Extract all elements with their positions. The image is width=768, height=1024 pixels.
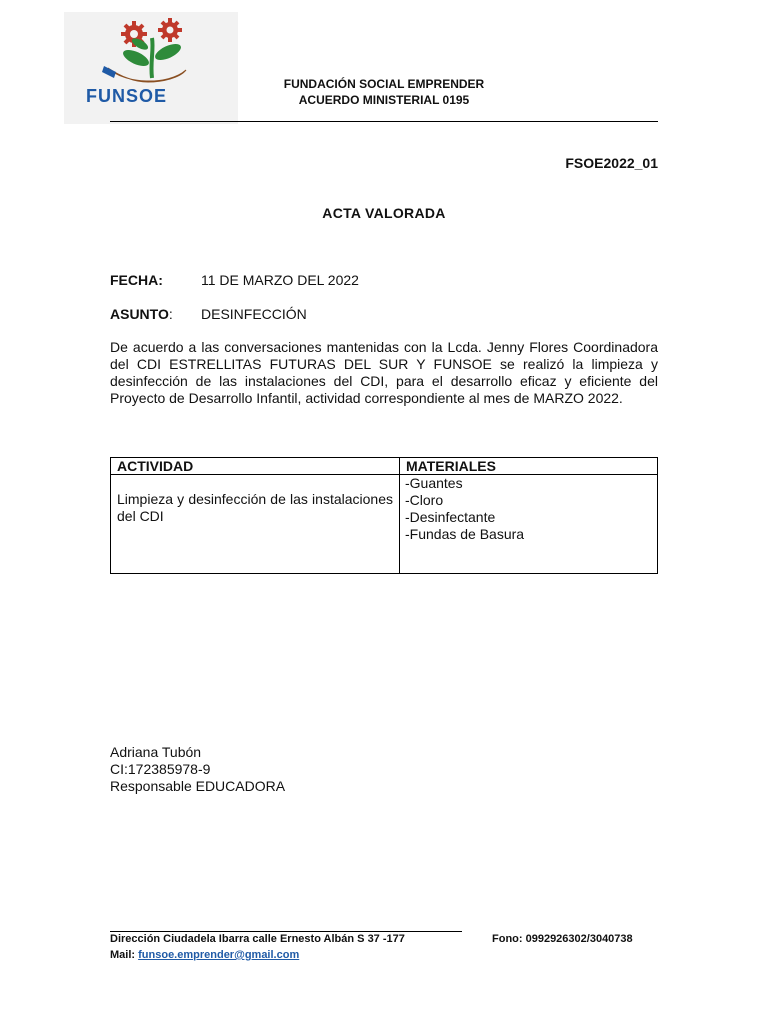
header-divider: [110, 121, 658, 122]
footer-mail-row: [110, 949, 299, 961]
material-item: -Cloro: [405, 492, 444, 508]
header-materiales: MATERIALES: [400, 458, 658, 475]
asunto-label-group: [110, 306, 201, 322]
footer-divider: [110, 931, 462, 932]
header: [250, 76, 518, 108]
footer-phone: Fono: 0992926302/3040738: [492, 933, 633, 945]
asunto-row: [110, 306, 307, 322]
asunto-colon: :: [168, 306, 173, 322]
material-item: -Fundas de Basura: [405, 526, 525, 542]
header-actividad: ACTIVIDAD: [111, 458, 400, 475]
header-org-name: FUNDACIÓN SOCIAL EMPRENDER: [283, 77, 485, 91]
materials-cell: [400, 475, 658, 574]
mail-link[interactable]: funsoe.emprender@gmail.com: [138, 949, 300, 961]
signer-name: Adriana Tubón: [110, 744, 202, 760]
mail-label: Mail:: [110, 949, 136, 961]
fecha-row: [110, 272, 359, 288]
activity-cell: Limpieza y desinfección de las instalaciones del CDI: [111, 475, 400, 574]
table-header-row: [111, 458, 658, 475]
body-paragraph: De acuerdo a las conversaciones mantenidas con la Lcda. Jenny Flores Coordinadora del CDI ESTRELLITAS FUTURAS DEL SUR Y FUNSOE se realizó la limpieza y desinfección de las instalaciones del CDI, para el desarrollo eficaz y eficiente del Proyecto de Desarrollo Infantil, actividad correspondiente al mes de MARZO 2022.: [110, 339, 658, 406]
fecha-label: FECHA:: [110, 272, 163, 288]
funsoe-logo: [64, 12, 238, 124]
table-row: [111, 475, 658, 574]
material-item: -Guantes: [405, 475, 463, 491]
activity-table: [110, 457, 658, 574]
plant-hand-icon: [64, 12, 238, 92]
document-code: FSOE2022_01: [565, 155, 658, 171]
logo-wordmark: FUNSOE: [86, 86, 168, 106]
material-item: -Desinfectante: [405, 509, 496, 525]
asunto-value: DESINFECCIÓN: [201, 306, 307, 322]
header-agreement: ACUERDO MINISTERIAL 0195: [298, 93, 470, 107]
fecha-value: 11 DE MARZO DEL 2022: [201, 272, 359, 288]
document-title: ACTA VALORADA: [322, 205, 446, 221]
signature-block: [110, 744, 285, 795]
signer-ci: CI:172385978-9: [110, 761, 211, 777]
footer-address: Dirección Ciudadela Ibarra calle Ernesto Albán S 37 -177: [110, 933, 405, 945]
signer-role: Responsable EDUCADORA: [110, 778, 286, 794]
asunto-label: ASUNTO: [110, 306, 169, 322]
